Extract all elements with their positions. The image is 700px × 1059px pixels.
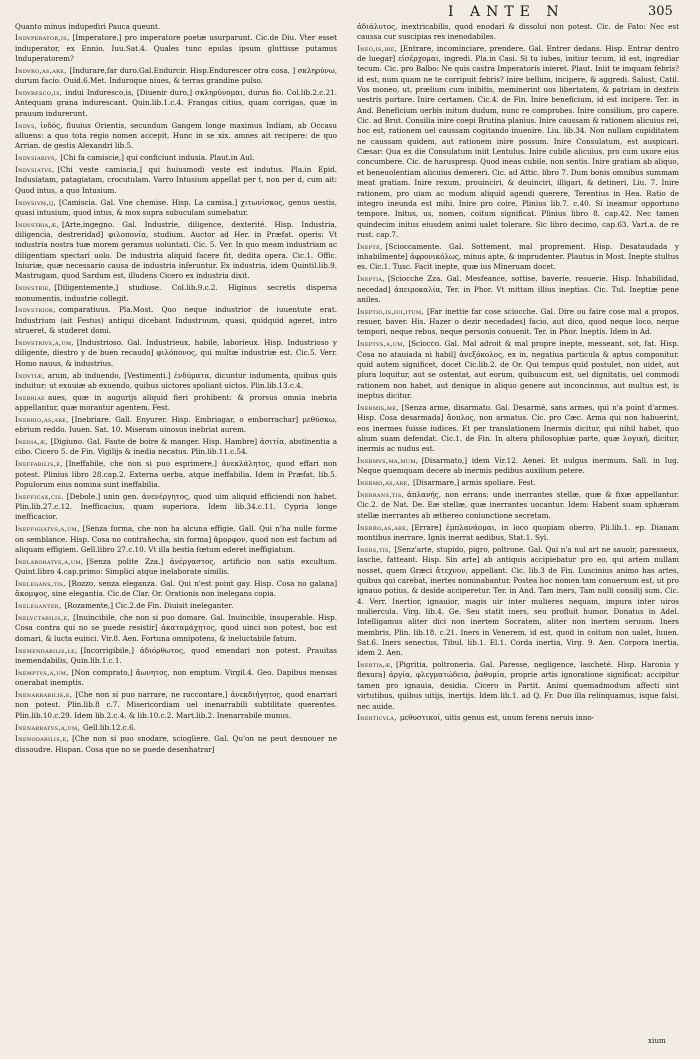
entry-headword: Inenodabilis,e, — [15, 734, 70, 744]
entry-headword: Indvstrivs,a,um, — [15, 337, 74, 347]
dictionary-entry — [15, 371, 337, 392]
entry-definition: [Disarmato,] idem Vir.12. Aenei. Et uulgus inermum. Sall. in Iug. Neque quemquam decere ab inermis pedibus auxilium petere. — [357, 456, 679, 476]
entry-headword: Inedia,æ, — [15, 437, 48, 447]
dictionary-entry — [15, 437, 337, 458]
entry-headword: Inebriae — [15, 392, 45, 402]
dictionary-entry — [357, 307, 679, 338]
entry-headword: Ineffigiatvs,a,um, — [15, 524, 80, 534]
entry-definition: [Arte,ingegno. Gal. Industrie, diligence, dexterité. Hisp. Industria, diligencia, destreridad] φιλοπονία, studium. Auctor ad Her. in Præfat. operis: Vt industria nostra tuæ morem geramus uoluntati. Cic. 5. Ver. In quo meam industriam ac diligentiam spectari uolo. De industria aliquid facere fit, dedita opera. Cic.1. Offic. Iniuriæ, quæ necessario causa de industria inferuntur. Ex industria, idem Quintil.lib.9. Mastrugam, quod Sardum est, illudens Cicero ex industria dixit. — [15, 219, 337, 281]
dictionary-entry — [357, 456, 679, 477]
dictionary-entry — [357, 545, 679, 659]
dictionary-entry — [15, 33, 337, 64]
entry-definition: [Debole.] unin gen. ἀνενέργητος, quod uim aliquid efficiendi non habet. Plin.lib.27.c.12. Inefficacius, quam superiora. Idem lib.34.c.11. Cypria longe inefficacior. — [15, 491, 337, 522]
entry-headword: Indvsivm,ij, — [15, 197, 57, 207]
entry-definition: [Chi veste camiscia,] qui huiusmodi veste est indutus. Pla.in Epid. Indusiatam, patagiatam, crocutulam. Varro Intusium appellat per t, non per d, cum ait: Quod intus, a quo Intusium. — [15, 164, 337, 195]
dictionary-entry — [15, 723, 337, 733]
entry-headword: Inefficax,cis. — [15, 491, 64, 501]
dictionary-entry — [15, 121, 337, 152]
entry-headword: Iners,tis, — [357, 544, 392, 554]
dictionary-entry — [357, 403, 679, 455]
entry-definition: [Chi fa camiscie,] qui conficiunt indusia. Plaut.in Aul. — [60, 153, 255, 163]
dictionary-entry — [15, 220, 337, 282]
entry-definition: [Errare] ἐμπλανάομαι, in loco quopiam oberro. Pli.lib.1. ep. Dianam montibus inerrare. Ignis inerrat aedibus, Stat.1. Syl. — [357, 522, 679, 542]
entry-definition: [Senza forma, che non ha alcuna effigie. Gall. Qui n'ha nulle forme on semblance. Hisp. Cosa no contrahecha, sin forma] ἀμορφον, quod non est factum ad aliquam effigiem. Gell.libro 27.c.10. Vt illa bestia fœtum ederet ineffigiatum. — [15, 524, 337, 554]
entry-headword: Indvresco,is, — [15, 88, 63, 98]
entry-headword: Indvstrior, — [15, 305, 56, 315]
entry-headword: Inepte, — [357, 241, 383, 251]
entry-definition: [Far inettie far cose sciocche. Gal. Dire ou faire cose mal a propos, resuer, baver. His. Hazer o dezir necedades] facio, aut dico, quod neque loco, neque tempori, neque rebus, neque personis conuenit. Ter. in Phor. Ineptis. Idem in Ad. — [357, 306, 679, 337]
dictionary-entry — [15, 524, 337, 555]
dictionary-entry — [15, 459, 337, 490]
right-lead-in: ἀδιάλυτος, inextricabilis, quod enodari & dissolui non potest. Cic. de Fato: Nec est caussa cur suscipias res inenodabiles. — [357, 22, 679, 42]
entry-headword: Inenarratvs,a,um, — [15, 722, 80, 732]
dictionary-entry — [15, 646, 337, 667]
entry-headword: Inerro,as,are, — [357, 522, 409, 532]
dictionary-entry — [15, 415, 337, 436]
dictionary-entry — [15, 66, 337, 87]
dictionary-entry — [15, 283, 337, 304]
entry-definition: [Sciocche Zza. Gal. Mesfeance, sottise, baverie, resuerie. Hisp. Inhabilidad, necedad] ἀπειροκαλία, Ter. in Phor. Vt mittam illius ineptias. Cic. Tul. Ineptiæ pene aniles. — [357, 274, 679, 304]
dictionary-entry — [15, 668, 337, 689]
entry-headword: Indvsiarivs, — [15, 153, 58, 163]
entry-definition: [Scioccamente. Gal. Sottement, mal proprement. Hisp. Desataudada y inhabilmente] ἀφρονικόλως, minus apte, & imprudenter. Plautus in Most. Inepte stultus es. Cic.1. Tusc. Facit inepte, quæ ius Mineruam docet. — [357, 241, 679, 272]
entry-headword: Inermvs,ma,mum, — [357, 456, 419, 466]
entry-definition: [Sciocco. Gal. Mal adroit & mal propre inepte, messeant, sot, fat. Hisp. Cosa no atauiada ni habil] ἀνεξόκολος, ex in, negatiua particula & aptus componitur. quid autem significet, docet Cic.lib.2. de Or. Qui tempus quid postulet, non uidet, aut plura loquitur, aut se ostentat, aut eorum, quibuscum est, uel dignitatis, uel commodi rationem non habet, aut denique in aliquo genere aut inconcinnus, aut multus est, is ineptus dicitur. — [357, 339, 679, 401]
dictionary-entry — [357, 523, 679, 544]
entry-definition: [Ineffabile, che non si puo esprimere,] ἀνεκλάλητος, quod effari non potest. Plinius libro 28.cap.2. Externa uerba, atque ineffabilia. Idem in Præfat. lib.5. Populorum eius nomina sunt ineffabilia. — [15, 459, 337, 489]
dictionary-entry — [357, 339, 679, 401]
entry-headword: Inerrans,tis, — [357, 490, 405, 500]
entry-definition: [Senz'arte, stupido, pigro, poltrone. Gal. Qui n'a nul art ne sauoir, paresseux, lasche, fatteant. Hisp. Sin arte] ab antiquis accipiebatur pro eo, qui artem nullam nosset, quem Græci ἄτεχνον, appellant. Cic. lib.3 de Fin. Luscinius animo has artes, quibus qui carebat, inertes nominabantur. Postea hoc nomen tam conuersum est, ut pro ignauo potius, & deside acciperetur. Ter. in And. Tam iners, Tam nulli consilij sum. Cic. 4. Verr. Inertior, ignauior, magis uir inter mulieres nequam, impura inter uiros muliercula. Virg. lib.4. Ge. Seu statit iners, seu profluit humor. Donatus in Adel. Intelligamus aliter dici non inertem Socratem, aliter non inertem seruum. Iners membris, Plin. lib.18. c.21. Iners in Venerem, id est, quod in coitum non ualet, Iuuen. Sat.6. Iners senectus, Tibul. lib.1. El.1. Corda inertia, Virg. 9. Aen. Corpora inertia, idem 2. Aen. — [357, 544, 679, 658]
entry-definition: [Inebriare. Gall. Enyurer. Hisp. Embriagar, o emborrachar] μεθύσκω, ebrium reddo. Iuuen. Sat. 10. Miseram uinosus inebriat aurem. — [15, 414, 337, 435]
entry-headword: Ineleganter, — [15, 601, 62, 611]
entry-definition: [Inuincibile, che non si puo domare. Gal. Inuincible, insuperable. Hisp. Cosa contra qui no se puede resistir] ἀκαταμάχητος, quod uinci non potest, hoc est domari, & lucta euinci. Vir.8. Aen. Fortuna omnipotens, & ineluctabile fatum. — [15, 613, 337, 643]
entry-headword: Inelegans,tis, — [15, 579, 66, 589]
entry-headword: Indvtiæ, — [15, 370, 45, 380]
dictionary-entry — [357, 274, 679, 305]
entry-definition: μεθυστικοί, uitis genus est, unum ferens neruis inno- — [399, 713, 595, 723]
dictionary-entry — [15, 557, 337, 578]
entry-definition: [Che non si puo narrare, ne raccontare,] ἀνεκδιήγητος, quod enarrari non potest. Plin.lib.8 c.7. Misericordiam uel inenarrabili subtilitate querentes. Plin.lib.10.c.29. Idem lib.2.c.4. & lib.10.c.2. Mart.lib.2. Inenarrabile munus. — [15, 689, 337, 720]
entry-headword: Inelvctabilis,e, — [15, 613, 71, 623]
left-column — [15, 22, 337, 757]
entry-definition: [Imperatore,] pro imperatore poetæ usurparunt. Cic.de Diu. Vter esset induperator, ex Ennio. Iuu.Sat.4. Quales tunc epulas ipsum gluttisse putamus Induperatorem? — [15, 33, 337, 64]
entry-headword: Ineptio,is,iui,itum, — [357, 306, 424, 316]
entry-definition: [Non comprato,] ἄωνητος, non emptum. Virgil.4. Geo. Dapibus mensas onerabat inemptis. — [15, 667, 337, 688]
entry-definition: [Rozzo, senza eleganza. Gal. Qui n'est point gay. Hisp. Cosa no galana] ἄκομψος, sine elegantia. Cic.de Clar. Or. Orationis non inelegans copia. — [15, 579, 337, 599]
dictionary-entry — [357, 242, 679, 273]
dictionary-entry — [15, 305, 337, 336]
entry-headword: Inemendabilis,le, — [15, 645, 78, 655]
entry-headword: Inebrio,as,are, — [15, 414, 69, 424]
entry-definition: [Indurare,far duro.Gal.Endurcir. Hisp.Endurescer otra cosa, ] σκληρύνω, durum facio. Ouid.6.Met. Induroque niues, & terras grandine pulso. — [15, 65, 337, 86]
dictionary-entry — [15, 393, 337, 414]
running-header — [0, 0, 700, 22]
dictionary-entry — [15, 153, 337, 163]
dictionary-entry — [357, 490, 679, 521]
entry-headword: Indvstrie, — [15, 283, 52, 293]
dictionary-entry — [15, 690, 337, 721]
entry-headword: Indvsiatvs, — [15, 164, 55, 174]
dictionary-entry — [15, 579, 337, 600]
dictionary-entry — [15, 338, 337, 369]
entry-headword: Inelaboratvs,a,um, — [15, 556, 84, 566]
entry-definition: [Che non si puo snodare, sciogliere. Gal. Qu'on ne peut desnouer ne dissoudre. Hispan. Cosa que no se puede desenhatrar] — [15, 734, 337, 754]
entry-headword: Indvperator,is, — [15, 33, 70, 43]
dictionary-entry — [15, 613, 337, 644]
entry-headword: Ineptia, — [357, 274, 385, 284]
entry-headword: Ineptvs,a,um, — [357, 339, 406, 349]
entry-definition: indui Induresco,is, [Diuenir duro,] σκληρύνομαι, durus fio. Col.lib.2.c.21. Antequam grana indurescant. Quin.lib.1.c.4. Frangas citius, quam corrigas, quæ in prauum indurerunt. — [15, 88, 337, 118]
right-entries — [357, 44, 679, 724]
right-column — [357, 22, 679, 725]
entry-definition: ἀπλανής, non errans: unde inerrantes stellæ, quæ & fixæ appellantur. Cic.2. de Nat. De. Eæ stellæ, quæ inerrantes uocantur. Idem: Habent suam sphæram stellæ inerrantes ab æthereo coniunctione secretam. — [357, 490, 679, 520]
entry-headword: Indvstria,æ, — [15, 219, 60, 229]
entry-definition: ἰνδός, fluuius Orientis, secundum Gangem longe maximus Indiam, ab Occasu alluens: a quo tota regio nomen accepit, Hunc in se xix. amnes ait recipere: de quo Arrian. de gestis Alexandri lib.5. — [15, 120, 337, 151]
dictionary-entry — [357, 478, 679, 488]
entry-definition: [Digiuno. Gal. Faute de boire & manger. Hisp. Hambre] ἀσιτία, abstinentia a cibo. Cicero 5. de Fin. Vigilijs & inedia necatus. Plin.lib.11.c.54. — [15, 437, 337, 457]
entry-headword: Inerticvla, — [357, 713, 397, 723]
entry-definition: [Senza arme, disarmato. Gal. Desarmé, sans armes, qui n'a point d'armes. Hisp. Cosa desarmada] ἄοπλος, non armatus. Cic. pro Cæc. Arma qui non habuerint, eos inermes fuisse iudices. Et per translationem Inermis dicitur, qui nihil habet, quo alium suam defendat. Cic.1. de Fin. In altera philosophiæ parte, quæ λογική, dicitur, inermis ac nudus est. — [357, 402, 679, 454]
entry-headword: Indvs, — [15, 120, 38, 130]
dictionary-entry — [15, 492, 337, 523]
entry-definition: [Disarmare,] armis spoliare. Fest. — [412, 478, 536, 488]
dictionary-entry — [15, 165, 337, 196]
entry-headword: Inermo,as,are, — [357, 478, 410, 488]
dictionary-entry — [15, 601, 337, 611]
entry-definition: [Senza polite Zza.] ἀνέργαστος, artificio non satis excultum. Quint.libro 4.cap.primo: Simplici atque inelaborate similis. — [15, 556, 337, 577]
entry-definition: [Incorrigibile,] ἀδιόρθωτος, quod emendari non potest. Prauitas inemendabilis, Quin.lib.1.c.1. — [15, 645, 337, 665]
entry-definition: aues, quæ in augurijs aliquid fieri prohibent: & prorsus omnia inebria appellantur, quæ morantur agentem. Fest. — [15, 392, 337, 413]
entry-headword: Indvro,as,are, — [15, 65, 67, 75]
dictionary-entry — [15, 88, 337, 119]
entry-headword: Inenarrabilis,e, — [15, 689, 73, 699]
entry-definition: [Diligentemente,] studiose. Col.lib.9.c.2. Higinus secretis dispersa monumentis, industrie collegit. — [15, 283, 337, 303]
dictionary-entry — [357, 713, 679, 723]
entry-headword: Inermis,me, — [357, 402, 399, 412]
entry-definition: [Rozamente,] Cic.2.de Fin. Diuisit ineleganter. — [64, 601, 234, 611]
page-number: 305 — [648, 4, 673, 19]
dictionary-entry — [357, 44, 679, 241]
entry-definition: [Camiscia. Gal. Vne chemise. Hisp. La camisa.] χιτωνίσκος, genus uestis, quasi intusium, quod intus, & mox supra subuculam sumebatur. — [15, 197, 337, 217]
dictionary-entry — [15, 198, 337, 219]
catchword: xium — [648, 1036, 666, 1045]
running-title: I ANTE N — [448, 4, 565, 20]
entry-definition: arum, ab induendo, [Vestimenti.] ἐνδύματα, dicuntur indumenta, quibus quis induitur: ut exuuiæ ab exuendo, quibus uictores spoliant uictos. Plin.lib.13.c.4. — [15, 370, 337, 390]
dictionary-entry — [15, 734, 337, 755]
entry-definition: comparatiuus. Pla.Most. Quo neque industrior de iuuentute erat. Industrium (ait Festus) antiqui dicebant Industruum, quasi, quidquid ageret, intro strueret, & studeret domi. — [15, 305, 337, 336]
entry-definition: [Industrioso. Gal. Industrieux, habile, laborieux. Hisp. Industrioso y diligente, diestro y de buen recaudo] φιλόπονος, qui multæ industriæ est. Cic.5. Verr. Homo nauus, & industrius. — [15, 337, 337, 368]
entry-definition: [Entrare, incominciare, prendere. Gal. Entrer dedans. Hisp. Entrar dentro de luegar] εἰσέρχομαι, ingredi. Pla.in Casi. Si tu iubes, initiur tecum, id est, ingrediar tecum. Cic. pro Balbo: Ne quis castra Imperatoris inieret. Plaut. Iniit te imquam febris? id est, num quam ne te corripuit febris? inire bellum, incipere, & aggredi. Salust. Catil. Vos moneo, ut, prælium cum inibitis, meminerint uos libertatem, & patriam in dextris uestris portare. Inire certamen. Cic.4. de Fin. Inire beneficium, id est incipere. Ter. in And. Beneficium uerbis initum dudum, nunc re comprobes. Inire consilium, pro capere. Cic. ad Brut. Consilia inire coepi Brutina planius. Inire caussam & rationem alicuius rei, hoc est, rationem uel caussam cogitando inuenire. Liu. lib.34. Non nullam cupiditatem ne caussam quidem, aut rationem inire possum. Inire Consulatum, est auspicari. Cæsar: Qua ex die Consulatum iniit Lentulus. Inire cubile alicuius, pro cum uxore eius concumbere. Cic. de haruspresp. Quod ineas cubile, non sentis. Inire gratiam ab aliquo, et beneuolentiam alicuius demereri. Cic. ad Attic. libro 7. Dum bonis omnibus summam ineat gratiam. Inire rexum, prouinciri, & deuinciri, illigari, & detineri, Liu. 7. Inire rationem, pro uiam ac modum aliquid agendi querere, Terentius in Hea. Ratio de integro ineunda est mihi. Inire pro coire, Plinius lib.7. c.40. Si ineamur opportuno tempore. Initus, us, nomen, coitum significat. Plinius libro 8. cap.42. Nec tamen quindecim initus eiusdem animi ualet tolerare. Sic libro decimo, cap.63. Vart.a. de re rust. cap.7. — [357, 43, 679, 239]
entry-headword: Inertia,æ, — [357, 660, 394, 670]
entry-definition: Gell.lib.12.c.6. — [83, 722, 136, 732]
left-lead-in: Quanto minus indupediri Pauca queunt. — [15, 22, 161, 31]
entry-headword: Inemptvs,a,um, — [15, 667, 69, 677]
left-entries — [15, 33, 337, 755]
entry-definition: [Pigritia, poltroneria. Gal. Paresse, negligence, lascheté. Hisp. Haronia y flexura] ἀργία, φλεγματώδεια, ῥαθυμία, proprie artis ignoratione significat: accipitur tamen pro ignauia, desidia. Cicero in Partit. Animi quemadmodum affecti sint virtutibus, quibus uitijs, inertijs. Idem lib.1. ad Q. Fr. Duo illa relinquamus, isque falsi, nec auide. — [357, 660, 679, 711]
dictionary-entry — [357, 660, 679, 712]
entry-headword: Ineo,is,ire, — [357, 43, 398, 53]
entry-headword: Ineffabilis,e, — [15, 459, 63, 469]
